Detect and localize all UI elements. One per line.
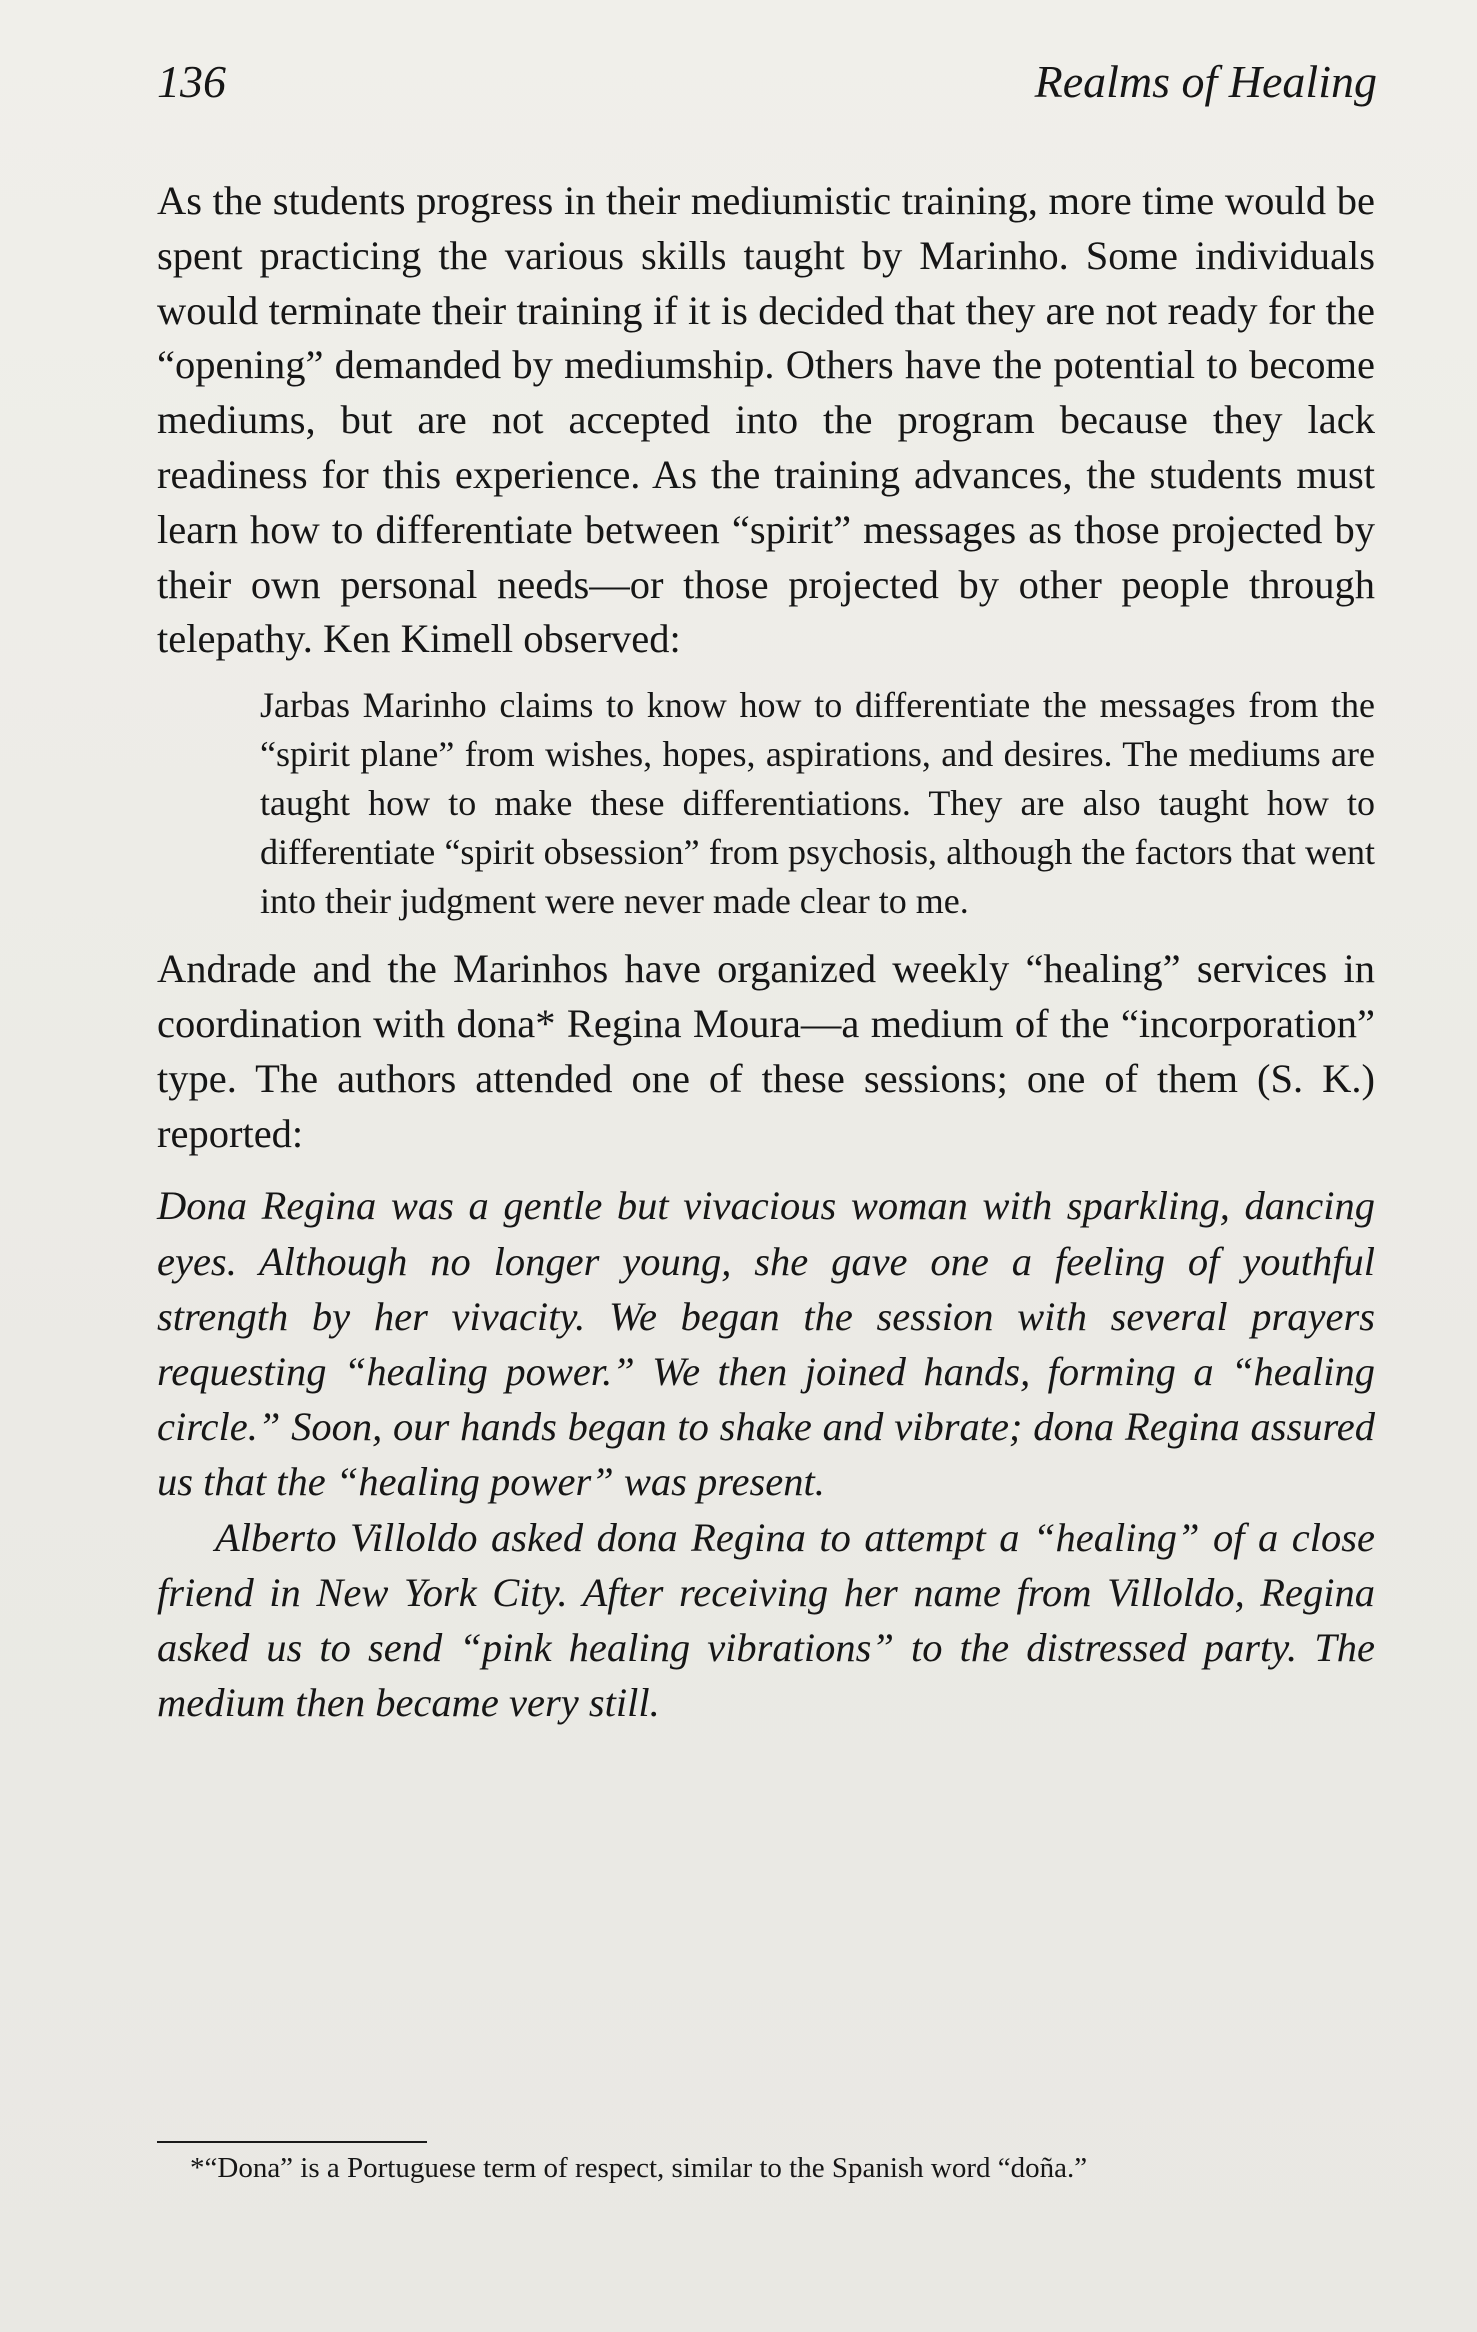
paragraph-2: Andrade and the Marinhos have organized weekly “healing” services in coordination with dona* Regina Moura—a medium of the “incorporation” type. The authors attended one of these sessions; one of them (S. K.) reported: bbox=[157, 946, 1375, 1156]
page-header bbox=[157, 52, 1377, 112]
paragraph-1: As the students progress in their mediumistic training, more time would be spent practicing the various skills taught by Marinho. Some individuals would terminate their training if it is decided that they are not ready for the “opening” demanded by mediumship. Others have the potential to become mediums, but are not accepted into the program because they lack readiness for this experience. As the training advances, the students must learn how to differentiate between “spirit” messages as those projected by their own personal needs—or those projected by other people through telepathy. Ken Kimell observed: bbox=[157, 178, 1375, 662]
italic-report-2: Alberto Villoldo asked dona Regina to attempt a “healing” of a close friend in New York City. After receiving her name from Villoldo, Regina asked us to send “pink healing vibrations” to the distressed party. The medium then became very still. bbox=[157, 1514, 1375, 1726]
italic-report-1: Dona Regina was a gentle but vivacious woman with sparkling, dancing eyes. Although no longer young, she gave one a feeling of youthful strength by her vivacity. We began the session with several prayers requesting “healing power.” We then joined hands, forming a “healing circle.” Soon, our hands began to shake and vibrate; dona Regina assured us that the “healing power” was present. bbox=[157, 1183, 1375, 1505]
running-title: Realms of Healing bbox=[1034, 56, 1377, 107]
block-quote: Jarbas Marinho claims to know how to differentiate the messages from the “spirit plane” from wishes, hopes, aspirations, and desires. The mediums are taught how to make these differentiations. They are also taught how to differentiate “spirit obsession” from psychosis, although the factors that went into their judgment were never made clear to me. bbox=[260, 685, 1375, 922]
footnote-rule bbox=[157, 2141, 427, 2143]
footnote: *“Dona” is a Portuguese term of respect, similar to the Spanish word “doña.” bbox=[190, 2152, 1088, 2184]
body-text bbox=[157, 174, 1375, 1730]
page-number: 136 bbox=[157, 56, 226, 107]
